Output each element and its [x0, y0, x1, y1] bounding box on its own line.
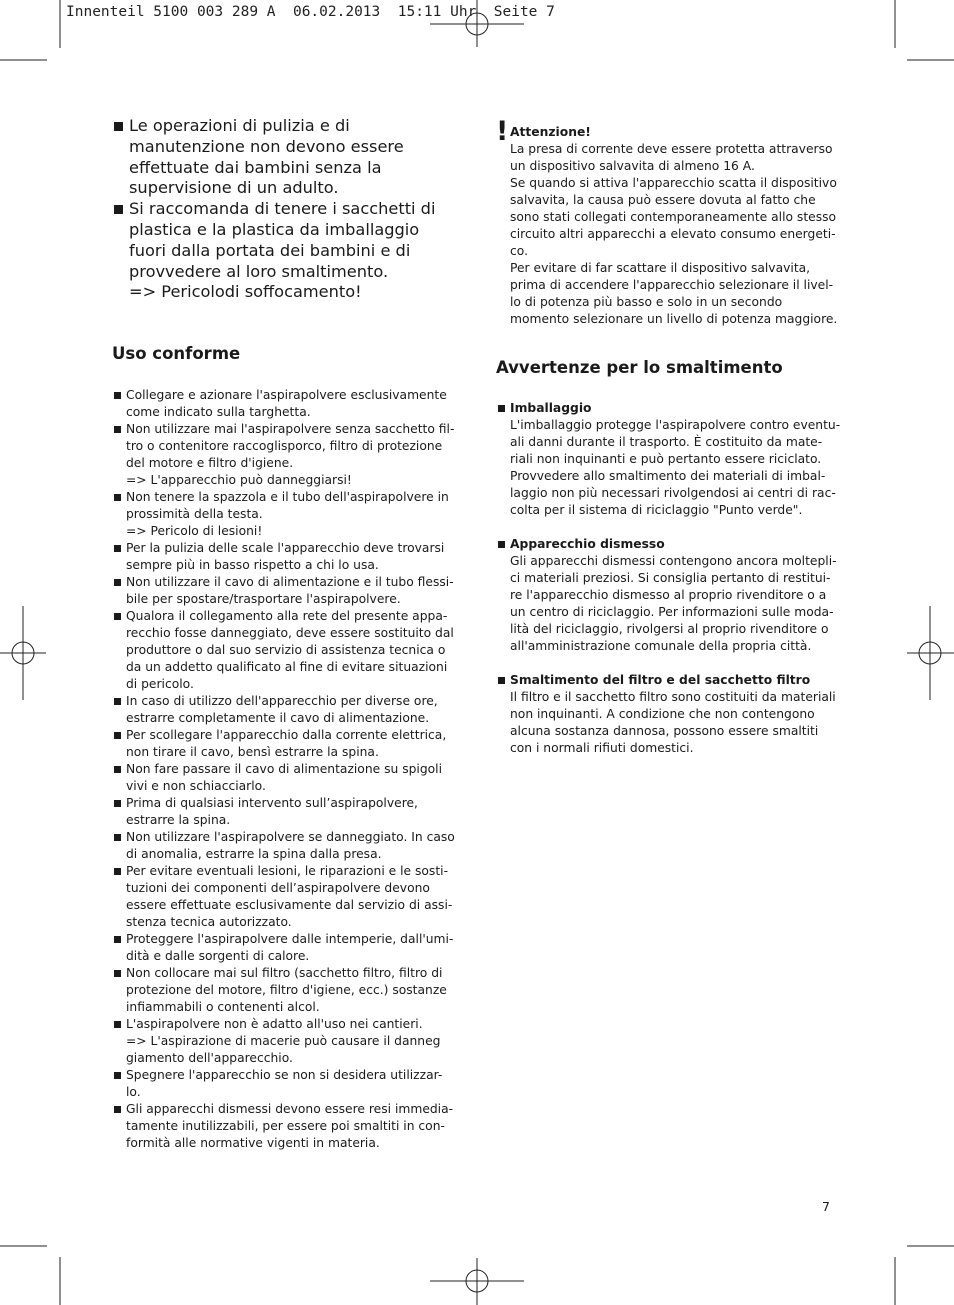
disposal-item-line: all'amministrazione comunale della propria città. [510, 639, 812, 653]
print-slug: Innenteil 5100 003 289 A 06.02.2013 15:11 Uhr Seite 7 [66, 4, 555, 20]
list-item: Collegare e azionare l'aspirapolvere esclusivamente come indicato sulla targhetta. [112, 387, 462, 421]
warning-text [510, 141, 848, 328]
disposal-item-title: Imballaggio [510, 401, 592, 415]
disposal-item-line: alcuna sostanza dannosa, possono essere smaltiti [510, 724, 819, 738]
warning-line: lo di potenza più basso e solo in un secondo [510, 295, 783, 309]
disposal-item-line: ali danni durante il trasporto. È costituito da mate- [510, 435, 823, 449]
disposal-item-line: Il filtro e il sacchetto filtro sono costituiti da materiali [510, 690, 836, 704]
warning-line: La presa di corrente deve essere protetta attraverso [510, 142, 833, 156]
warning-line: salvavita, la causa può essere dovuta al fatto che [510, 193, 816, 207]
section-title-uso-conforme: Uso conforme [112, 344, 241, 364]
disposal-item-line: un centro di riciclaggio. Per informazioni sulle moda- [510, 605, 834, 619]
disposal-item-line: riali non inquinanti e può pertanto essere riciclato. [510, 452, 822, 466]
list-item: Per la pulizia delle scale l'apparecchio deve trovarsi sempre più in basso rispetto a chi lo usa. [112, 540, 462, 574]
disposal-item-line: non inquinanti. A condizione che non contengono [510, 707, 815, 721]
intro-item: Si raccomanda di tenere i sacchetti di plastica e la plastica da imballaggio fuori dalla portata dei bambini e di provvedere al loro smaltimento. => Pericolodi soffocamento! [112, 199, 462, 303]
disposal-item [496, 400, 848, 519]
section-title-smaltimento: Avvertenze per lo smaltimento [496, 358, 783, 377]
disposal-item-line: laggio non più necessari rivolgendosi ai centri di rac- [510, 486, 836, 500]
list-item: Spegnere l'apparecchio se non si desidera utilizzar- lo. [112, 1067, 462, 1101]
warning-box [496, 116, 848, 328]
list-item: Prima di qualsiasi intervento sull’aspirapolvere, estrarre la spina. [112, 795, 462, 829]
disposal-list [496, 400, 848, 757]
warning-line: sono stati collegati contemporaneamente allo stesso [510, 210, 837, 224]
warning-line: circuito altri apparecchi a elevato consumo energeti- [510, 227, 836, 241]
disposal-item-title: Apparecchio dismesso [510, 537, 665, 551]
list-item: Gli apparecchi dismessi devono essere resi immedia- tamente inutilizzabili, per essere poi smaltiti in con- formità alle normative vigenti in materia. [112, 1101, 462, 1152]
warning-line: co. [510, 244, 528, 258]
list-item: Non utilizzare il cavo di alimentazione e il tubo flessi- bile per spostare/trasportare l'aspirapolvere. [112, 574, 462, 608]
list-item: In caso di utilizzo dell'apparecchio per diverse ore, estrarre completamente il cavo di alimentazione. [112, 693, 462, 727]
warning-line: Se quando si attiva l'apparecchio scatta il dispositivo [510, 176, 837, 190]
disposal-item-title: Smaltimento del filtro e del sacchetto filtro [510, 673, 811, 687]
list-item: Non fare passare il cavo di alimentazione su spigoli vivi e non schiacciarlo. [112, 761, 462, 795]
uso-conforme-list [112, 387, 462, 1152]
list-item: Per scollegare l'apparecchio dalla corrente elettrica, non tirare il cavo, bensì estrarre la spina. [112, 727, 462, 761]
list-item: Non utilizzare mai l'aspirapolvere senza sacchetto fil- tro o contenitore raccoglisporco, filtro di protezione del motore e filtro d'igiene. => L'apparecchio può danneggiarsi! [112, 421, 462, 489]
disposal-item-line: lità del riciclaggio, rivolgersi al proprio rivenditore o [510, 622, 829, 636]
disposal-item-line: ci materiali preziosi. Si consiglia pertanto di restitui- [510, 571, 831, 585]
list-item: Non utilizzare l'aspirapolvere se danneggiato. In caso di anomalia, estrarre la spina dalla presa. [112, 829, 462, 863]
intro-item: Le operazioni di pulizia e di manutenzione non devono essere effettuate dai bambini senza la supervisione di un adulto. [112, 116, 462, 199]
list-item: Proteggere l'aspirapolvere dalle intemperie, dall'umi- dità e dalle sorgenti di calore. [112, 931, 462, 965]
disposal-item-line: Gli apparecchi dismessi contengono ancora moltepli- [510, 554, 837, 568]
list-item: Per evitare eventuali lesioni, le riparazioni e le sosti- tuzioni dei componenti dell’aspirapolvere devono essere effettuate esclusivamente dal servizio di assi- stenza tecnica autorizzato. [112, 863, 462, 931]
page-number: 7 [822, 1199, 830, 1214]
list-item: Non collocare mai sul filtro (sacchetto filtro, filtro di protezione del motore, filtro d'igiene, ecc.) sostanze infiammabili o contenenti alcol. [112, 965, 462, 1016]
left-column [112, 116, 462, 1152]
list-item: Non tenere la spazzola e il tubo dell'aspirapolvere in prossimità della testa. => Pericolo di lesioni! [112, 489, 462, 540]
warning-line: prima di accendere l'apparecchio selezionare il livel- [510, 278, 834, 292]
disposal-item [496, 672, 848, 757]
list-item: L'aspirapolvere non è adatto all'uso nei cantieri. => L'aspirazione di macerie può causare il danneg giamento dell'apparecchio. [112, 1016, 462, 1067]
disposal-item [496, 536, 848, 655]
disposal-item-line: con i normali rifiuti domestici. [510, 741, 694, 755]
warning-line: un dispositivo salvavita di almeno 16 A. [510, 159, 755, 173]
exclamation-icon: ! [496, 116, 509, 147]
warning-title: Attenzione! [510, 125, 591, 139]
warning-line: momento selezionare un livello di potenza maggiore. [510, 312, 838, 326]
disposal-item-line: Provvedere allo smaltimento dei materiali di imbal- [510, 469, 826, 483]
right-column [496, 116, 848, 774]
warning-line: Per evitare di far scattare il dispositivo salvavita, [510, 261, 811, 275]
intro-list [112, 116, 462, 303]
disposal-item-line: colta per il sistema di riciclaggio "Punto verde". [510, 503, 803, 517]
list-item: Qualora il collegamento alla rete del presente appa- recchio fosse danneggiato, deve essere sostituito dal produttore o dal suo servizio di assistenza tecnica o da un addetto qualificato al fine di evitare situazioni di pericolo. [112, 608, 462, 693]
disposal-item-line: L'imballaggio protegge l'aspirapolvere contro eventu- [510, 418, 841, 432]
disposal-item-line: re l'apparecchio dismesso al proprio rivenditore o a [510, 588, 827, 602]
